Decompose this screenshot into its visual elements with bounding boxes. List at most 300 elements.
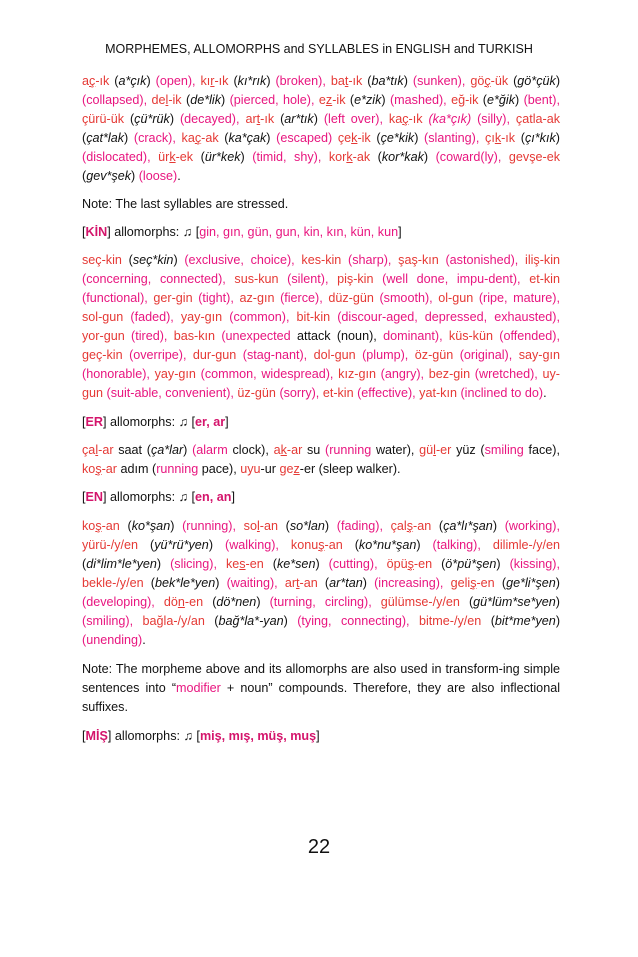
text-run: -ik — [168, 93, 186, 107]
text-run: et-kin — [529, 272, 560, 286]
text-run: ) — [283, 614, 298, 628]
text-run: attack (noun), — [296, 329, 384, 343]
text-run: ç — [89, 74, 96, 88]
text-run: ) — [266, 74, 276, 88]
text-run: bas-kın — [173, 329, 222, 343]
paragraph — [82, 223, 560, 242]
text-run: çı — [485, 131, 495, 145]
text-run: seç*kin — [132, 253, 174, 267]
text-run: ) — [492, 519, 505, 533]
paragraph — [82, 517, 560, 650]
text-run: e*ğik — [486, 93, 515, 107]
text-run: t — [256, 112, 261, 126]
text-run: (pierced, hole), — [229, 93, 319, 107]
text-run: (slicing), — [170, 557, 226, 571]
text-run: kı*rık — [237, 74, 267, 88]
text-run: seç-kin — [82, 253, 129, 267]
text-run: ( — [224, 131, 229, 145]
text-run: ( — [377, 150, 382, 164]
text-run: ar*tık — [284, 112, 314, 126]
text-run: ( — [214, 614, 219, 628]
text-run: ka — [388, 112, 403, 126]
text-run: (honorable), — [82, 367, 155, 381]
text-run: l — [95, 443, 99, 457]
text-run: z — [293, 462, 300, 476]
text-run: ( — [114, 74, 119, 88]
text-run: ko*şan — [131, 519, 171, 533]
text-run: ( — [354, 538, 359, 552]
text-run: ba — [330, 74, 345, 88]
text-run: dominant), — [383, 329, 449, 343]
text-run: (running), — [182, 519, 244, 533]
text-run: gü — [419, 443, 434, 457]
text-run: bekle-/y/en — [82, 576, 151, 590]
text-run: (suit-able, convenient), — [106, 386, 238, 400]
text-run: (stag-nant), — [242, 348, 314, 362]
text-run: üz-gün — [237, 386, 280, 400]
text-run: ş — [406, 519, 414, 533]
text-run: (well done, impu-dent), — [382, 272, 530, 286]
text-run: ( — [200, 150, 205, 164]
text-run: . — [177, 169, 181, 183]
text-run: (ripe, mature), — [478, 291, 560, 305]
text-run: ( — [82, 169, 87, 183]
text-run: -an — [101, 519, 128, 533]
text-run: gin, gın, gün, gun, kin, kın, kün, kun — [199, 225, 399, 239]
text-run: -ık — [408, 112, 429, 126]
text-run: ş — [407, 557, 414, 571]
text-run: (increasing), — [374, 576, 451, 590]
text-run: EN — [85, 490, 103, 504]
text-run: çürü-ük — [82, 112, 130, 126]
text-run: ş — [95, 519, 102, 533]
text-run: ( — [376, 131, 381, 145]
text-run: (inclined to do) — [460, 386, 544, 400]
text-run: ) — [183, 443, 193, 457]
text-run: ) — [169, 112, 180, 126]
text-run: (tying, connecting), — [297, 614, 419, 628]
page-number: 22 — [307, 836, 331, 858]
text-run: (sleep walker). — [318, 462, 401, 476]
text-run: MİŞ — [85, 729, 108, 743]
text-run: sol-gun — [82, 310, 131, 324]
text-run: (sorry), — [279, 386, 323, 400]
text-run: ] — [316, 729, 320, 743]
text-run: ( — [441, 557, 446, 571]
text-run: küs-kün — [448, 329, 500, 343]
text-run: (mashed), — [389, 93, 452, 107]
text-run: -en — [184, 595, 213, 609]
text-run: -an — [413, 519, 439, 533]
text-run: (bent), — [523, 93, 560, 107]
text-run: ) — [555, 74, 561, 88]
text-run: -ik — [465, 93, 483, 107]
text-run: (tired), — [131, 329, 174, 343]
text-run: ) — [221, 93, 230, 107]
text-run: ) — [240, 150, 253, 164]
text-run: dö*nen — [216, 595, 257, 609]
text-run: bit*me*yen — [494, 614, 556, 628]
text-run: Note: The last syllables are stressed. — [82, 197, 289, 211]
text-run: [ — [82, 415, 86, 429]
text-run: ] — [231, 490, 235, 504]
text-run: gö*çük — [517, 74, 556, 88]
text-run: ( — [82, 557, 87, 571]
text-run: ) — [416, 538, 433, 552]
text-run: (smiling), — [82, 614, 143, 628]
text-run: de*lik — [190, 93, 222, 107]
text-run: ) — [362, 576, 375, 590]
text-run: -er — [435, 443, 457, 457]
text-run: ça — [82, 443, 96, 457]
text-run: gevşe-ek — [508, 150, 560, 164]
text-run: ) — [131, 169, 139, 183]
text-run: ) — [173, 253, 185, 267]
text-run: ç — [484, 74, 491, 88]
text-run: ( — [186, 93, 191, 107]
text-run: ş — [95, 462, 102, 476]
text-run: ) — [266, 131, 277, 145]
text-run: ür — [158, 150, 170, 164]
text-run: bağ*la*-yan — [218, 614, 284, 628]
text-run: miş, mış, müş, muş — [199, 729, 317, 743]
text-run: k — [351, 131, 358, 145]
text-run: (silly), — [477, 112, 516, 126]
text-run: ğ — [458, 93, 466, 107]
text-run: ] allomorphs: ♫ [ — [103, 490, 196, 504]
text-run: ( — [150, 538, 155, 552]
text-run: yat-kın — [419, 386, 461, 400]
text-run: (walking), — [225, 538, 291, 552]
text-run: di*lim*le*yen — [86, 557, 157, 571]
text-run: (waiting), — [226, 576, 285, 590]
text-run: ka*çak — [228, 131, 267, 145]
text-run: (plump), — [362, 348, 415, 362]
text-run: ) — [515, 93, 524, 107]
text-run: (common), — [229, 310, 297, 324]
text-run: ) — [555, 595, 560, 609]
text-run: z — [325, 93, 333, 107]
text-run: uyu — [240, 462, 261, 476]
text-run: ( — [367, 74, 372, 88]
text-run: ( — [272, 557, 277, 571]
text-run: dol-gun — [313, 348, 363, 362]
text-run: (fierce), — [280, 291, 329, 305]
text-run: (fading), — [336, 519, 391, 533]
text-run: ger-gin — [153, 291, 199, 305]
text-run: ) — [496, 557, 510, 571]
text-run: (open), — [155, 74, 201, 88]
text-run: ç — [402, 112, 409, 126]
text-run: ko — [82, 519, 96, 533]
text-run: ka — [181, 131, 195, 145]
text-run: (silent), — [287, 272, 338, 286]
text-run: bağla-/y/an — [142, 614, 215, 628]
text-run: yor-gun — [82, 329, 132, 343]
text-run: kor — [328, 150, 347, 164]
text-run: (ka*çık) — [428, 112, 478, 126]
text-run: piş-kin — [337, 272, 383, 286]
text-run: (coward(ly), — [435, 150, 509, 164]
text-run: running — [156, 462, 202, 476]
text-run: -ık — [214, 74, 234, 88]
text-run: ke*sen — [276, 557, 316, 571]
text-run: ç — [194, 131, 202, 145]
text-run: Note: The morpheme above and its allomorphs are also used in transform-ing simple sentences into “ — [82, 662, 560, 695]
text-run: (alarm — [192, 443, 233, 457]
text-run: -ur — [260, 462, 280, 476]
text-run: (functional), — [82, 291, 154, 305]
text-run: so*lan — [289, 519, 325, 533]
text-run: -ık — [95, 74, 115, 88]
text-run: (talking), — [432, 538, 493, 552]
text-run: n — [177, 595, 185, 609]
text-run: -ak — [352, 150, 378, 164]
text-run: ] allomorphs: ♫ [ — [103, 415, 196, 429]
text-run: (turning, circling), — [269, 595, 381, 609]
text-run: (unexpected — [221, 329, 297, 343]
text-run: -ük — [490, 74, 514, 88]
text-run: + noun” compounds. Therefore, they are also inflectional suffixes. — [82, 681, 560, 714]
text-run: gev*şek — [86, 169, 132, 183]
text-run: a — [82, 74, 90, 88]
text-run: (dislocated), — [82, 150, 159, 164]
text-run: (smooth), — [379, 291, 439, 305]
text-run: t — [296, 576, 300, 590]
text-run: iliş-kin — [525, 253, 560, 267]
text-run: KİN — [85, 225, 108, 239]
text-run: çatla-ak — [515, 112, 561, 126]
text-run: ( — [520, 131, 525, 145]
text-run: ( — [233, 74, 238, 88]
text-run: modifier — [176, 681, 221, 695]
text-run: -ar — [286, 443, 307, 457]
text-run: (effective), — [357, 386, 420, 400]
text-run: (broken), — [275, 74, 331, 88]
text-run: e — [318, 93, 326, 107]
text-run: [ — [82, 490, 86, 504]
text-run: a*çık — [118, 74, 147, 88]
text-run: çal — [390, 519, 407, 533]
running-header: MORPHEMES, ALLOMORPHS and SYLLABLES in ENGLISH and TURKISH — [105, 42, 533, 56]
text-run: ge — [279, 462, 294, 476]
paragraph — [82, 660, 560, 717]
text-run: -an — [324, 538, 355, 552]
text-run: ge*li*şen — [506, 576, 556, 590]
text-run: öz-gün — [414, 348, 460, 362]
text-run: (timid, shy), — [252, 150, 329, 164]
text-run: ko — [82, 462, 96, 476]
text-run: -ek — [175, 150, 201, 164]
text-run: ça*lar — [150, 443, 184, 457]
text-run: (decayed), — [179, 112, 246, 126]
text-run: ( — [468, 595, 474, 609]
text-run: (working), — [504, 519, 560, 533]
text-run: l — [433, 443, 436, 457]
text-run: kı — [200, 74, 211, 88]
text-run: ko*nu*şan — [358, 538, 417, 552]
text-run: ö*pü*şen — [445, 557, 497, 571]
text-run: ke — [225, 557, 240, 571]
text-run: l — [165, 93, 169, 107]
text-run: ] — [398, 225, 402, 239]
text-run: -ar — [98, 443, 119, 457]
text-run: ) — [315, 557, 329, 571]
text-run: k — [280, 443, 287, 457]
text-run: ( — [438, 519, 444, 533]
text-run: çe*kik — [380, 131, 415, 145]
text-run: (discour-aged, depressed, exhausted), — [337, 310, 560, 324]
text-run: saat — [118, 443, 147, 457]
text-run: -ar — [101, 462, 121, 476]
text-run: bek*le*yen — [154, 576, 216, 590]
text-run: -ak — [201, 131, 225, 145]
text-run: er, ar — [195, 415, 226, 429]
text-run: ar*tan — [329, 576, 363, 590]
text-run: kes-kin — [301, 253, 349, 267]
text-run: ) — [403, 74, 413, 88]
text-run: su — [307, 443, 326, 457]
text-run: ça*lı*şan — [443, 519, 493, 533]
text-run: (developing), — [82, 595, 164, 609]
text-run: -ık — [501, 131, 521, 145]
text-run: -an — [259, 519, 286, 533]
text-run: (unending) — [82, 633, 143, 647]
text-run: [ — [82, 729, 86, 743]
text-run: ) — [313, 112, 324, 126]
text-run: düz-gün — [328, 291, 380, 305]
text-run: ) — [156, 557, 171, 571]
text-run: ( — [482, 93, 487, 107]
text-run: yürü-/y/en — [82, 538, 150, 552]
text-run: (angry), — [380, 367, 429, 381]
text-run: ) — [170, 519, 183, 533]
text-run: (tight), — [198, 291, 240, 305]
text-run: -en — [245, 557, 273, 571]
text-run: ER — [85, 415, 103, 429]
text-run: k — [494, 131, 502, 145]
text-run: ) — [324, 519, 337, 533]
paragraph — [82, 413, 560, 432]
text-run: ) — [555, 576, 560, 590]
text-run: gö — [470, 74, 485, 88]
text-run: çı*kık — [524, 131, 556, 145]
text-run: az-gın — [239, 291, 281, 305]
text-run: yüz ( — [456, 443, 485, 457]
text-run: ( — [212, 595, 217, 609]
paragraph — [82, 195, 560, 214]
text-run: ( — [324, 576, 330, 590]
text-run: ] allomorphs: ♫ [ — [107, 225, 200, 239]
text-run: çe — [337, 131, 352, 145]
text-run: kız-gın — [338, 367, 381, 381]
text-run: k — [346, 150, 353, 164]
text-run: ( — [150, 576, 155, 590]
text-run: ar — [284, 576, 297, 590]
text-run: water), — [375, 443, 420, 457]
text-run: (running — [325, 443, 376, 457]
text-run: e*zik — [354, 93, 382, 107]
text-run: konu — [290, 538, 319, 552]
text-run: ) — [381, 93, 390, 107]
text-run: face), — [528, 443, 560, 457]
text-run: ( — [146, 443, 151, 457]
text-run: so — [243, 519, 257, 533]
text-run: bitme-/y/en — [418, 614, 491, 628]
paragraph — [82, 441, 560, 479]
text-run: ) — [555, 614, 561, 628]
text-run: (loose) — [138, 169, 178, 183]
text-run: r — [210, 74, 215, 88]
text-run: ( — [82, 131, 87, 145]
text-run: k — [169, 150, 176, 164]
text-run: ) — [215, 576, 227, 590]
text-run: adım ( — [120, 462, 157, 476]
text-run: e — [451, 93, 459, 107]
text-run: et-kin — [322, 386, 358, 400]
text-run: (concerning, connected), — [82, 272, 235, 286]
text-run: ş — [318, 538, 325, 552]
text-run: (exclusive, choice), — [184, 253, 302, 267]
text-run: . — [543, 386, 547, 400]
text-run: uy-gun — [82, 367, 560, 400]
text-run: -en — [413, 557, 442, 571]
text-run: geç-kin — [82, 348, 130, 362]
text-run: ) — [208, 538, 226, 552]
text-run: öpü — [386, 557, 408, 571]
text-run: bit-kin — [296, 310, 338, 324]
text-run: çü*rük — [134, 112, 170, 126]
text-run: ( — [490, 614, 495, 628]
text-run: ( — [349, 93, 355, 107]
text-run: ür*kek — [204, 150, 241, 164]
text-run: (left over), — [323, 112, 389, 126]
text-run: (wretched), — [474, 367, 543, 381]
text-run: ] allomorphs: ♫ [ — [107, 729, 200, 743]
text-run: -an — [299, 576, 325, 590]
text-run: sus-kun — [234, 272, 288, 286]
text-run: (slanting), — [424, 131, 486, 145]
text-run: yay-gın — [180, 310, 230, 324]
text-run: ) — [414, 131, 425, 145]
text-run: gülümse-/y/en — [380, 595, 469, 609]
text-run: -ık — [348, 74, 368, 88]
text-run: bez-gin — [428, 367, 475, 381]
text-run: ( — [501, 576, 507, 590]
paragraph — [82, 72, 560, 186]
text-run: s — [239, 557, 246, 571]
text-run: ş — [470, 576, 477, 590]
text-run: -er — [299, 462, 319, 476]
text-run: ( — [128, 253, 133, 267]
text-run: (sunken), — [412, 74, 471, 88]
text-run: t — [344, 74, 349, 88]
text-run: -en — [476, 576, 502, 590]
text-run: l — [256, 519, 260, 533]
text-run: -ik — [332, 93, 350, 107]
text-run: ba*tık — [371, 74, 404, 88]
text-run: -ık — [260, 112, 281, 126]
text-run: gü*lüm*se*yen — [473, 595, 556, 609]
text-run: şaş-kın — [398, 253, 446, 267]
text-run: ( — [129, 112, 135, 126]
text-run: (original), — [459, 348, 519, 362]
text-run: a — [273, 443, 281, 457]
paragraph — [82, 251, 560, 403]
text-run: ) — [555, 131, 560, 145]
text-run: (sharp), — [348, 253, 399, 267]
text-run: (offended), — [499, 329, 560, 343]
